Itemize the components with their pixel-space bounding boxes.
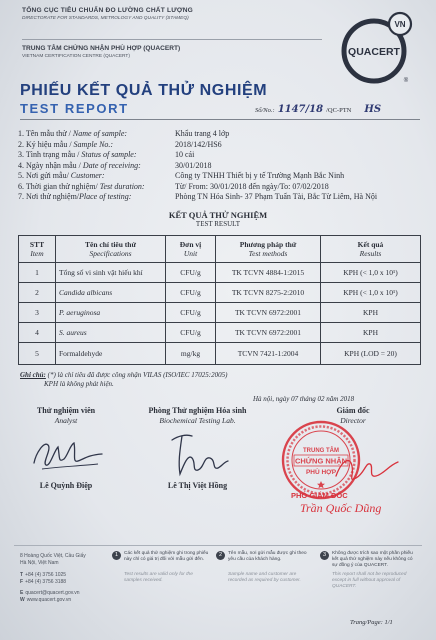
page-label: Trang/Page: xyxy=(350,619,383,626)
note-number: 2 xyxy=(216,551,225,560)
quacert-logo xyxy=(336,6,416,88)
directorate-name-en: DIRECTORATE FOR STANDARDS, METROLOGY AND QUALITY (STAMEQ) xyxy=(22,16,189,21)
info-label-vi: 5. Nơi gửi mẫu/ xyxy=(18,171,71,180)
info-label-vi: 3. Tình trạng mẫu / xyxy=(18,150,82,159)
report-title-en: TEST REPORT xyxy=(20,101,129,116)
column-header-vi: Kết quả xyxy=(357,240,384,249)
info-value: 30/01/2018 xyxy=(175,160,212,170)
info-label xyxy=(18,129,127,139)
column-header-item xyxy=(19,236,56,263)
info-label-vi: 6. Thời gian thử nghiệm/ xyxy=(18,181,100,191)
cell-method: TK TCVN 4884-1:2015 xyxy=(216,263,321,283)
info-value: 10 cái xyxy=(175,150,195,159)
note-text: Không được trích sao một phần phiếu kết quả thử nghiệm này nếu không có sự đồng ý của QUACERT. xyxy=(332,551,413,568)
info-value: Từ/ From: 30/01/2018 đến ngày/To: 07/02/2018 xyxy=(175,181,329,191)
table-row xyxy=(19,343,421,365)
cell-unit: CFU/g xyxy=(166,303,216,323)
globe-icon: W xyxy=(20,597,25,603)
info-label xyxy=(18,150,137,160)
info-label-vi: 1. Tên mẫu thử / xyxy=(18,129,73,138)
results-heading: KẾT QUẢ THỬ NGHIỆM xyxy=(168,210,268,220)
cell-spec: P. aeruginosa xyxy=(56,303,166,323)
info-label-vi: 7. Nơi thử nghiệm/ xyxy=(18,192,80,201)
note-number: 1 xyxy=(112,551,121,560)
sample-info-row xyxy=(18,129,423,139)
footnote-label: Ghi chú: xyxy=(20,371,46,379)
stamp-line-3: PHÙ HỢP xyxy=(305,469,337,476)
cell-item: 4 xyxy=(19,323,56,343)
director-title-en: Director xyxy=(340,416,366,425)
footer-note xyxy=(320,551,420,601)
cell-item: 5 xyxy=(19,343,56,365)
phone-number: +84 (4) 3756 1025 xyxy=(25,572,67,578)
analyst-title: Thử nghiệm viên xyxy=(36,406,96,415)
email-line xyxy=(20,590,80,596)
fax-line xyxy=(20,579,66,585)
cell-spec: Candida albicans xyxy=(56,283,166,303)
column-header-vi: Tên chỉ tiêu thử xyxy=(85,240,136,249)
sample-info-row xyxy=(18,192,423,202)
page-number xyxy=(350,619,393,626)
sample-info-row xyxy=(18,150,423,160)
stamp-line-1: TRUNG TÂM xyxy=(303,448,339,454)
cell-result: KPH xyxy=(321,323,421,343)
cell-method: TCVN 7421-1:2004 xyxy=(216,343,321,365)
column-header-vi: STT xyxy=(29,240,45,249)
table-row xyxy=(19,263,421,283)
info-value: 2018/142/HS6 xyxy=(175,139,222,149)
column-header-unit xyxy=(166,236,216,263)
footnote xyxy=(20,371,227,379)
footer-note xyxy=(112,551,212,601)
info-label xyxy=(18,182,145,192)
centre-name: TRUNG TÂM CHỨNG NHẬN PHÙ HỢP (QUACERT) xyxy=(22,45,181,52)
cell-result: KPH xyxy=(321,303,421,323)
cell-item: 3 xyxy=(19,303,56,323)
cell-result: KPH (LOD = 20) xyxy=(321,343,421,365)
info-label-en: Date of receiving: xyxy=(82,160,141,170)
report-initials-handwritten: HS xyxy=(364,104,382,115)
address-line-1: 8 Hoàng Quốc Việt, Cầu Giấy xyxy=(20,553,86,559)
lab-head-name: Lê Thị Việt Hồng xyxy=(167,481,228,490)
info-label-en: Sample No.: xyxy=(73,139,114,149)
info-value: Phòng TN Hóa Sinh- 37 Phạm Tuấn Tài, Bắc Từ Liêm, Hà Nội xyxy=(175,192,378,201)
issue-date: Hà nội, ngày 07 tháng 02 năm 2018 xyxy=(253,395,355,403)
info-label xyxy=(18,192,131,202)
cell-method: TK TCVN 6972:2001 xyxy=(216,303,321,323)
cell-spec: Formaldehyde xyxy=(56,343,166,365)
column-header-en: Test methods xyxy=(248,249,288,258)
deputy-director-label: PHÓ GIÁM ĐỐC xyxy=(291,491,348,500)
sample-info-row xyxy=(18,182,423,192)
fax-icon: F xyxy=(20,579,24,585)
sample-info-row xyxy=(18,140,423,150)
director-name: Trần Quốc Dũng xyxy=(300,501,382,515)
info-label-en: Status of sample: xyxy=(81,150,137,159)
column-header-en: Item xyxy=(30,249,44,258)
director-title: Giám đốc xyxy=(336,406,370,415)
logo-text: QUACERT xyxy=(348,46,400,58)
results-heading-en: TEST RESULT xyxy=(195,220,241,228)
phone-icon: T xyxy=(20,572,24,578)
table-row xyxy=(19,303,421,323)
registered-mark: ® xyxy=(403,78,409,84)
cell-spec: S. aureus xyxy=(56,323,166,343)
info-label-en: Test duration: xyxy=(99,181,145,191)
centre-name-en: VIETNAM CERTIFICATION CENTRE (QUACERT) xyxy=(22,54,130,59)
footnote-kph: KPH là không phát hiện. xyxy=(44,380,114,388)
web-address: www.quacert.gov.vn xyxy=(26,597,72,603)
info-label xyxy=(18,161,141,171)
cell-unit: CFU/g xyxy=(166,283,216,303)
fax-number: +84 (4) 3756 3188 xyxy=(25,579,67,585)
info-label xyxy=(18,171,105,181)
lab-title: Phòng Thử nghiệm Hóa sinh xyxy=(148,406,247,415)
report-number-suffix: /QC-PTN xyxy=(326,107,352,114)
info-value: Khẩu trang 4 lớp xyxy=(175,129,230,138)
lab-signature xyxy=(168,428,230,480)
table-header-row xyxy=(19,236,421,263)
title-divider xyxy=(20,119,420,120)
web-line xyxy=(20,597,71,603)
note-text-en: Test results are valid only for the samples received. xyxy=(124,572,193,583)
results-table xyxy=(18,235,421,365)
column-header-spec xyxy=(56,236,166,263)
cell-result: KPH (< 1,0 x 10¹) xyxy=(321,283,421,303)
email-icon: E xyxy=(20,590,24,596)
note-text-en: Sample name and customer are recorded as required by customer. xyxy=(228,572,301,583)
analyst-title-en: Analyst xyxy=(54,416,78,425)
report-number-handwritten: 1147/18 xyxy=(277,104,324,115)
logo-badge-text: VN xyxy=(394,20,406,29)
cell-result: KPH (< 1,0 x 10¹) xyxy=(321,263,421,283)
info-label xyxy=(18,140,113,150)
lab-title-en: Biochemical Testing Lab. xyxy=(159,416,236,425)
table-row xyxy=(19,283,421,303)
note-text: Tên mẫu, nơi gửi mẫu được ghi theo yêu cầu của khách hàng. xyxy=(228,551,307,562)
note-text-en: This report shall not be reproduced except in full without approval of QUACERT. xyxy=(332,572,407,589)
column-header-en: Unit xyxy=(183,249,198,258)
info-value: Công ty TNHH Thiết bị y tế Trường Mạnh Bắc Ninh xyxy=(175,171,345,180)
info-label-vi: 4. Ngày nhận mẫu / xyxy=(18,160,83,170)
cell-unit: CFU/g xyxy=(166,263,216,283)
cell-unit: CFU/g xyxy=(166,323,216,343)
phone-line xyxy=(20,572,66,578)
column-header-method xyxy=(216,236,321,263)
cell-unit: mg/kg xyxy=(166,343,216,365)
column-header-vi: Phương pháp thử xyxy=(239,240,297,249)
director-signature xyxy=(332,452,402,486)
note-number: 3 xyxy=(320,551,329,560)
info-label-en: Name of sample: xyxy=(72,129,128,138)
stamp-star-icon xyxy=(317,481,325,488)
stamp-line-2: CHỨNG NHẬN xyxy=(294,456,348,466)
footer-note xyxy=(216,551,316,601)
cell-method: TK TCVN 8275-2:2010 xyxy=(216,283,321,303)
footer-divider xyxy=(14,545,422,546)
cell-item: 2 xyxy=(19,283,56,303)
report-number xyxy=(255,104,381,115)
column-header-en: Results xyxy=(359,249,382,258)
note-text: Các kết quả thử nghiệm ghi trong phiếu này chỉ có giá trị đối với mẫu gửi đến. xyxy=(124,551,209,562)
cell-spec: Tổng số vi sinh vật hiếu khí xyxy=(56,263,166,283)
analyst-name: Lê Quỳnh Điệp xyxy=(39,481,93,490)
directorate-name: TỔNG CỤC TIÊU CHUẨN ĐO LƯỜNG CHẤT LƯỢNG xyxy=(22,7,194,14)
column-header-en: Specifications xyxy=(89,249,132,258)
email-address: quacert@quacert.gov.vn xyxy=(25,590,80,596)
column-header-vi: Đơn vị xyxy=(179,240,202,249)
cell-method: TK TCVN 6972:2001 xyxy=(216,323,321,343)
info-label-en: Customer: xyxy=(70,171,105,180)
info-label-en: Place of testing: xyxy=(79,192,132,201)
header-divider xyxy=(22,39,322,40)
address-line-2: Hà Nội, Việt Nam xyxy=(20,560,59,566)
column-header-result xyxy=(321,236,421,263)
analyst-signature xyxy=(28,433,108,473)
report-number-label: Số/No.: xyxy=(255,107,275,114)
footnote-text: (*) là chỉ tiêu đã được công nhận VILAS (ISO/IEC 17025:2005) xyxy=(47,371,228,379)
info-label-vi: 2. Ký hiệu mẫu / xyxy=(18,139,74,149)
page-value: 1/1 xyxy=(384,619,393,626)
report-title: PHIẾU KẾT QUẢ THỬ NGHIỆM xyxy=(20,82,268,99)
sample-info-row xyxy=(18,171,423,181)
table-row xyxy=(19,323,421,343)
sample-info-row xyxy=(18,161,423,171)
cell-item: 1 xyxy=(19,263,56,283)
